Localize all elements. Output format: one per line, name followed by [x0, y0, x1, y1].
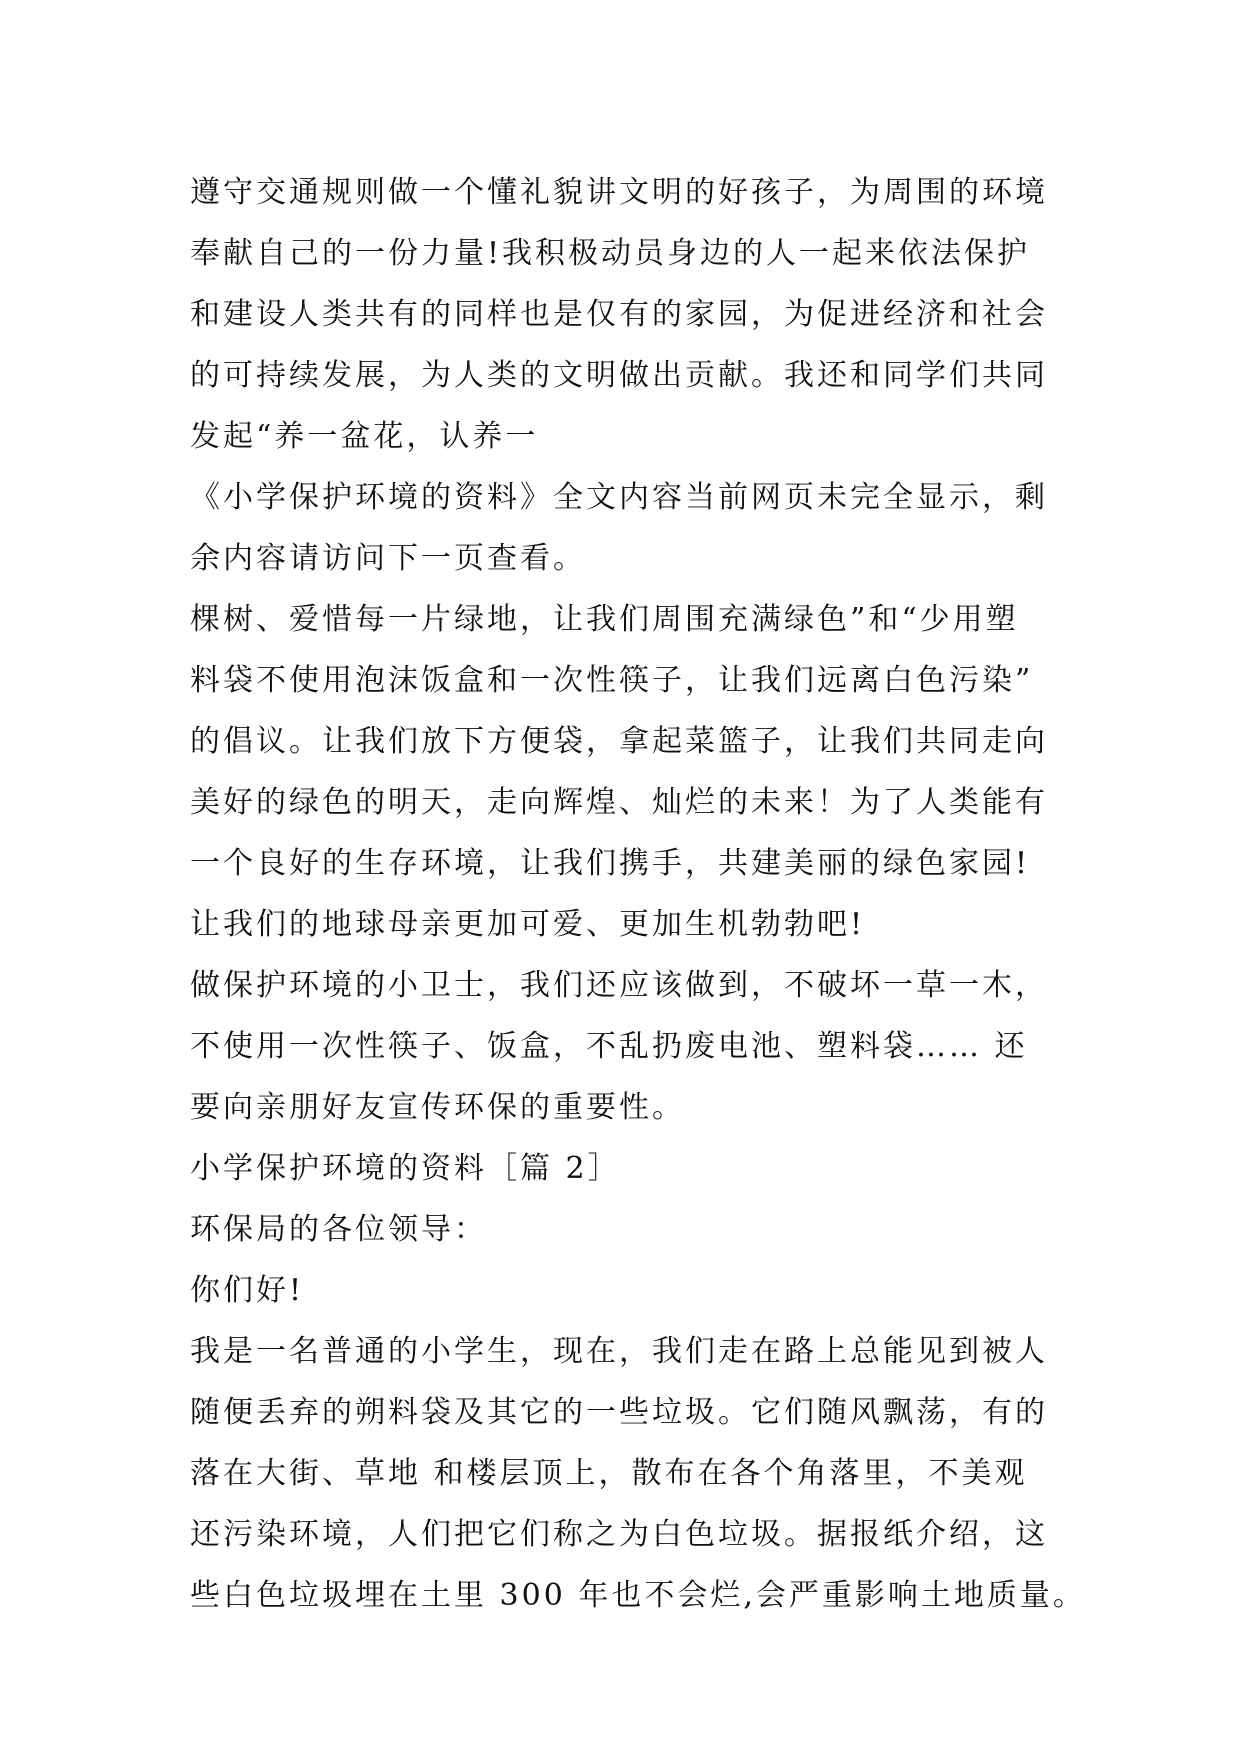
letter-salutation: 环保局的各位领导： [190, 1212, 487, 1247]
text-line: 发起“养一盆花，认养一 [190, 419, 539, 454]
text-line: 的倡议。让我们放下方便袋，拿起菜篮子，让我们共同走向 [190, 724, 1048, 759]
text-line: 些白色垃圾埋在土里 300 年也不会烂,会严重影响土地质量。 [190, 1578, 1086, 1613]
text-line: 的可持续发展，为人类的文明做出贡献。我还和同学们共同 [190, 358, 1048, 393]
text-line: 遵守交通规则做一个懂礼貌讲文明的好孩子，为周围的环境 [190, 175, 1048, 210]
text-line: 棵树、爱惜每一片绿地，让我们周围充满绿色”和“少用塑 [190, 602, 1019, 637]
truncation-notice-line: 《小学保护环境的资料》全文内容当前网页未完全显示，剩 [190, 480, 1048, 515]
text-line: 美好的绿色的明天，走向辉煌、灿烂的未来！为了人类能有 [190, 785, 1048, 820]
text-line: 奉献自己的一份力量!我积极动员身边的人一起来依法保护 [190, 236, 1031, 271]
text-line: 一个良好的生存环境，让我们携手，共建美丽的绿色家园! [190, 846, 1031, 881]
text-line: 让我们的地球母亲更加可爱、更加生机勃勃吧! [190, 907, 866, 942]
text-line: 我是一名普通的小学生，现在，我们走在路上总能见到被人 [190, 1334, 1048, 1369]
text-line: 不使用一次性筷子、饭盒，不乱扔废电池、塑料袋…… 还 [190, 1029, 1028, 1064]
text-line: 要向亲朋好友宣传环保的重要性。 [190, 1090, 685, 1125]
text-line: 做保护环境的小卫士，我们还应该做到，不破坏一草一木， [190, 968, 1048, 1003]
truncation-notice-line: 余内容请访问下一页查看。 [190, 541, 586, 576]
text-line: 落在大街、草地 和楼层顶上，散布在各个角落里，不美观 [190, 1456, 1028, 1491]
text-line: 还污染环境，人们把它们称之为白色垃圾。据报纸介绍，这 [190, 1517, 1048, 1552]
letter-greeting: 你们好! [190, 1273, 305, 1308]
text-line: 料袋不使用泡沫饭盒和一次性筷子，让我们远离白色污染” [190, 663, 1034, 698]
section-heading: 小学保护环境的资料［篇 2］ [190, 1151, 621, 1186]
text-line: 和建设人类共有的同样也是仅有的家园，为促进经济和社会 [190, 297, 1048, 332]
document-body [190, 162, 1086, 1626]
text-line: 随便丢弃的朔料袋及其它的一些垃圾。它们随风飘荡，有的 [190, 1395, 1048, 1430]
